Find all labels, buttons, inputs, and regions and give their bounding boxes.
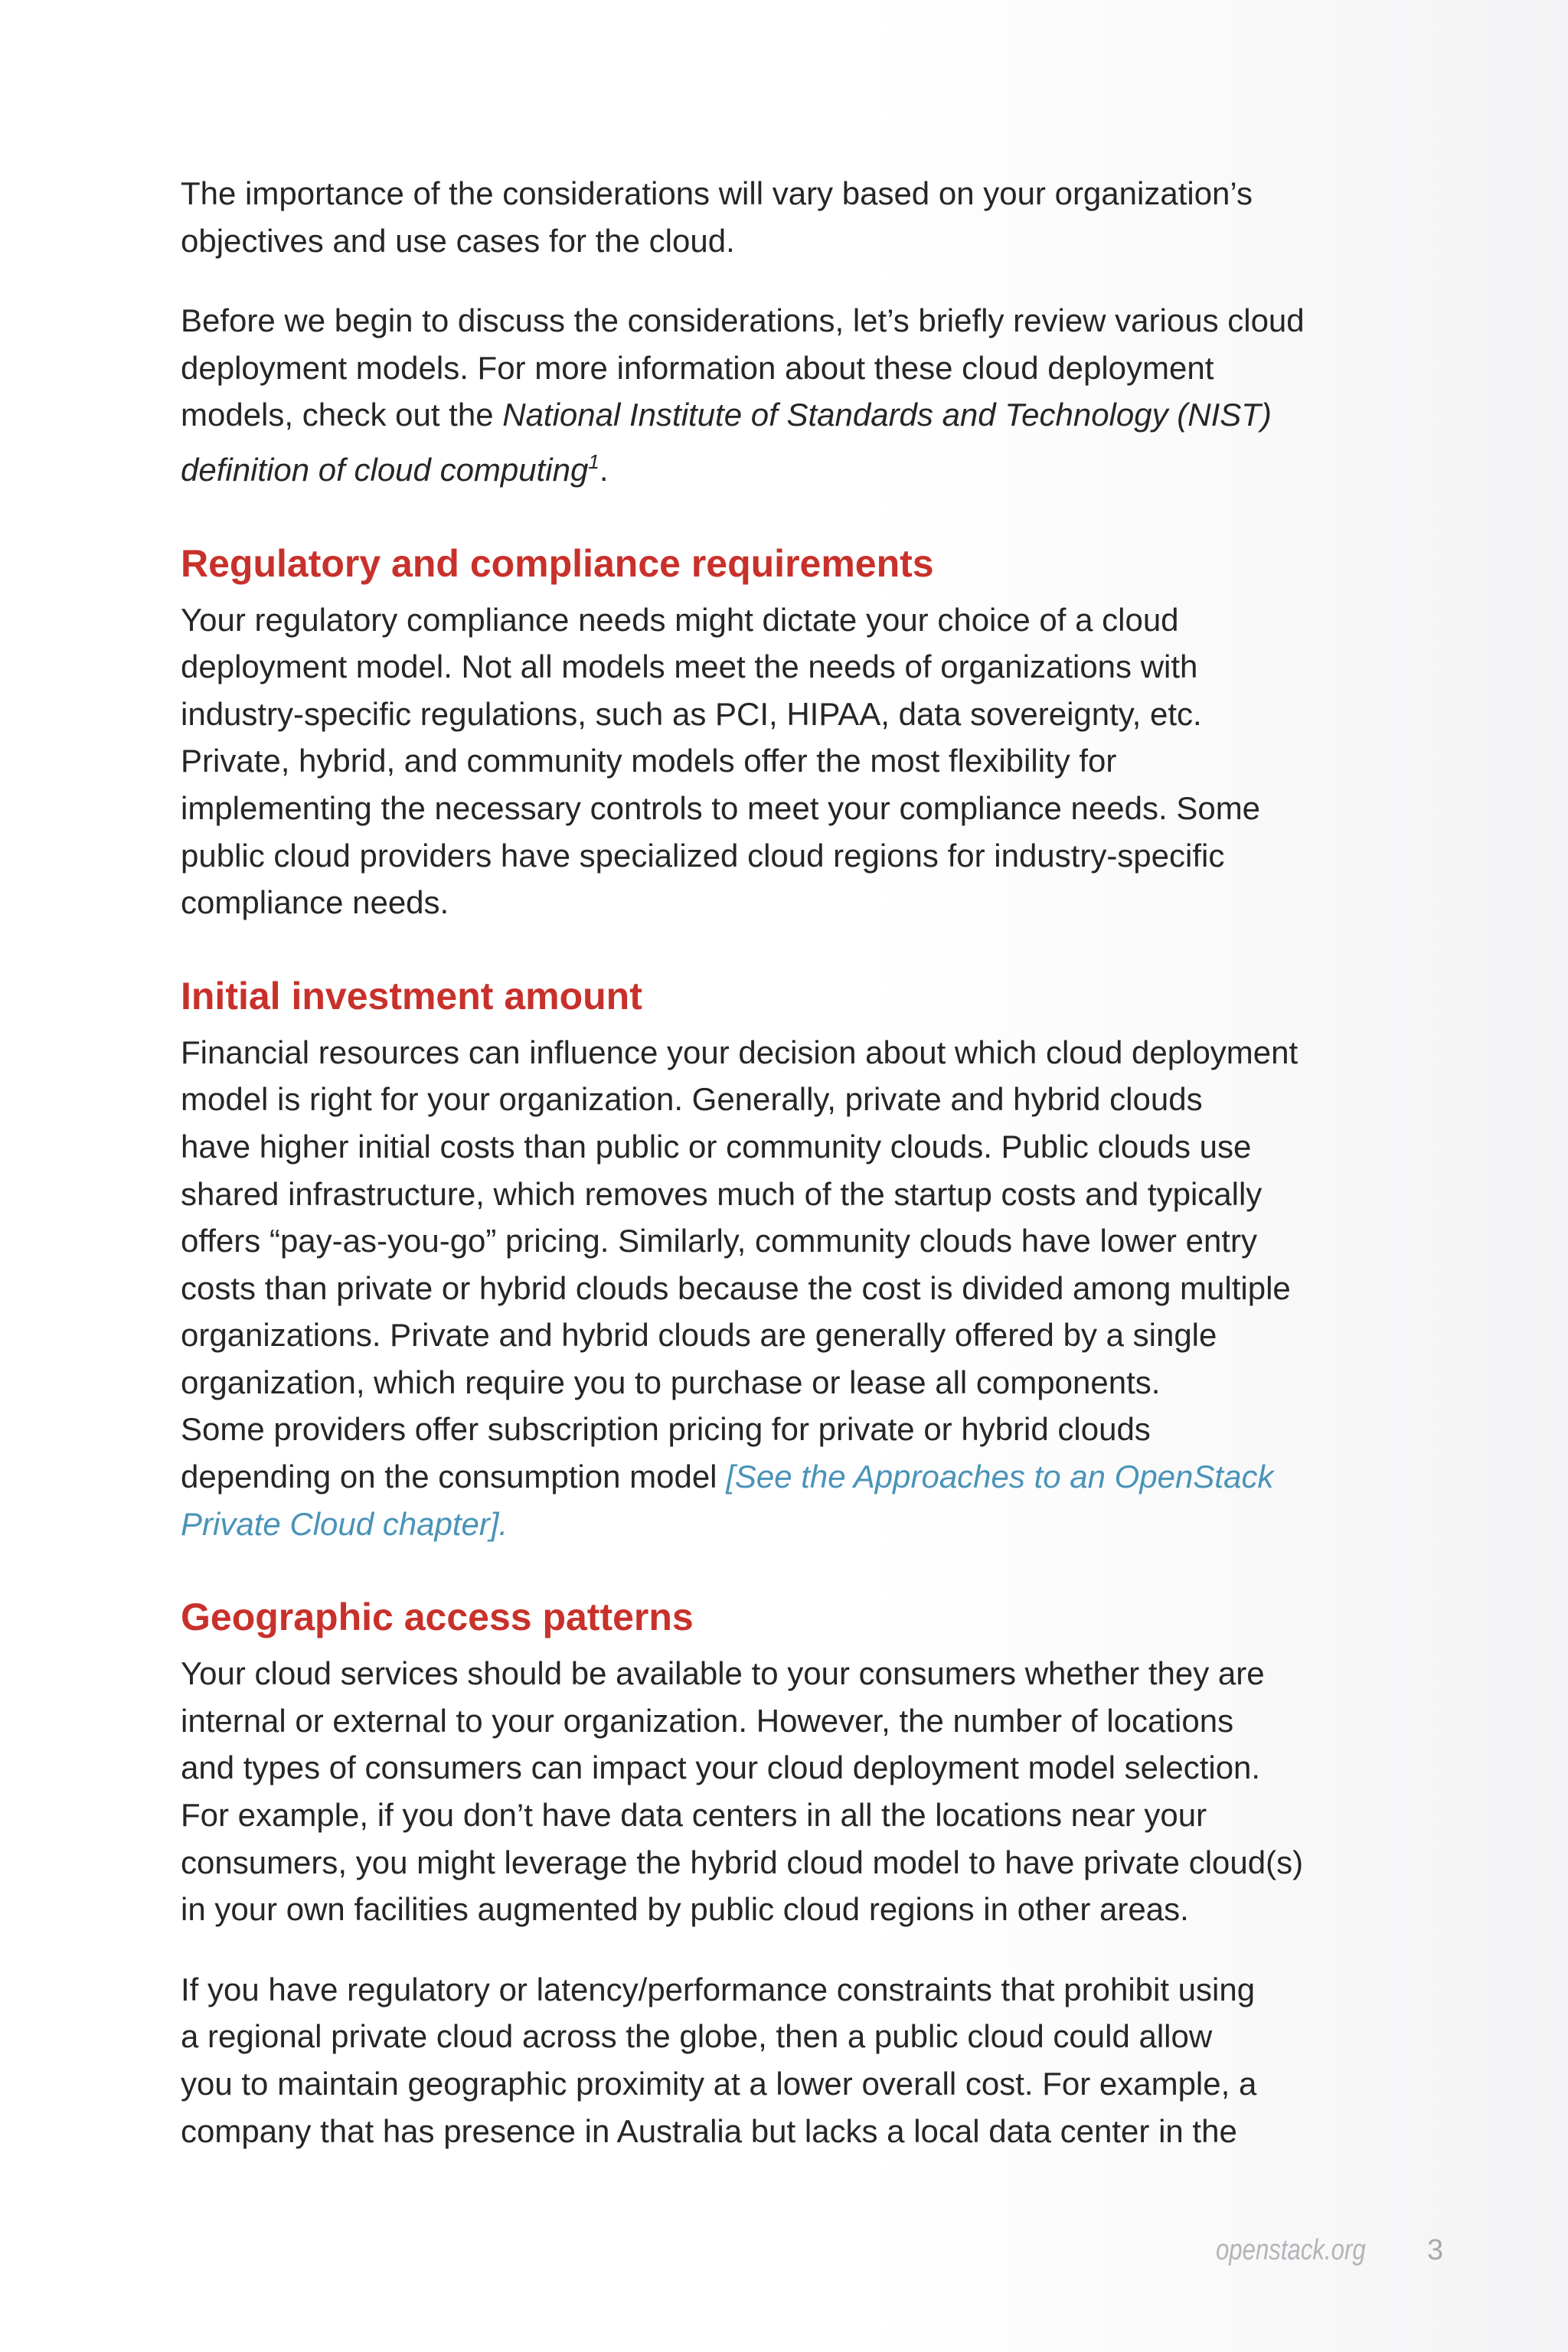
text-line: company that has presence in Australia but lacks a local data center in the [181, 2112, 1237, 2149]
text-line: compliance needs. [181, 884, 449, 921]
text-line: organizations. Private and hybrid clouds are generally offered by a single [181, 1317, 1217, 1354]
openstack-private-cloud-chapter-link-continued[interactable]: Private Cloud chapter]. [181, 1505, 508, 1542]
text-fragment: depending on the consumption model [181, 1459, 727, 1495]
text-line: Your cloud services should be available to your consumers whether they are [181, 1655, 1265, 1692]
geographic-paragraph-2 [181, 1966, 1436, 2154]
text-line: Private, hybrid, and community models offer the most flexibility for [181, 743, 1117, 779]
text-line: deployment model. Not all models meet the needs of organizations with [181, 648, 1198, 685]
text-line: a regional private cloud across the globe, then a public cloud could allow [181, 2018, 1213, 2055]
text-line: consumers, you might leverage the hybrid cloud model to have private cloud(s) [181, 1844, 1304, 1880]
footnote-reference[interactable]: 1 [588, 449, 599, 473]
document-page [181, 170, 1436, 2154]
text-line: costs than private or hybrid clouds because the cost is divided among multiple [181, 1269, 1291, 1306]
text-line: If you have regulatory or latency/performance constraints that prohibit using [181, 1971, 1256, 2007]
text-line: and types of consumers can impact your cloud deployment model selection. [181, 1749, 1261, 1786]
text-line: implementing the necessary controls to meet your compliance needs. Some [181, 789, 1261, 826]
text-line: deployment models. For more information about these cloud deployment [181, 349, 1214, 386]
text-line: in your own facilities augmented by public cloud regions in other areas. [181, 1891, 1189, 1928]
text-line: For example, if you don’t have data centers in all the locations near your [181, 1797, 1207, 1834]
openstack-private-cloud-chapter-link[interactable]: [See the Approaches to an OpenStack [726, 1459, 1274, 1495]
text-line: industry-specific regulations, such as PCI, HIPAA, data sovereignty, etc. [181, 695, 1202, 732]
section-heading-investment: Initial investment amount [181, 974, 642, 1018]
text-line: objectives and use cases for the cloud. [181, 222, 735, 259]
page-footer [1216, 2234, 1455, 2280]
text-line [181, 1453, 1436, 1501]
section-heading-regulatory: Regulatory and compliance requirements [181, 541, 934, 585]
text-line: shared infrastructure, which removes much of the startup costs and typically [181, 1175, 1263, 1212]
text-line: internal or external to your organization. However, the number of locations [181, 1702, 1234, 1739]
text-line: Before we begin to discuss the considerations, let’s briefly review various cloud [181, 302, 1305, 339]
text-fragment: models, check out the [181, 397, 503, 433]
text-line: model is right for your organization. Generally, private and hybrid clouds [181, 1081, 1203, 1118]
text-line [181, 391, 1436, 439]
nist-reference-title: National Institute of Standards and Technology (NIST) [502, 397, 1272, 433]
text-line: organization, which require you to purchase or lease all components. [181, 1364, 1161, 1400]
text-line [181, 439, 1436, 494]
nist-reference-title-continued: definition of cloud computing [181, 451, 589, 488]
section-heading-geographic: Geographic access patterns [181, 1596, 694, 1639]
investment-paragraph [181, 1029, 1436, 1548]
text-line: you to maintain geographic proximity at a lower overall cost. For example, a [181, 2066, 1257, 2102]
text-line: have higher initial costs than public or community clouds. Public clouds use [181, 1128, 1252, 1165]
footer-site-url[interactable]: openstack.org [1216, 2234, 1366, 2266]
page-number: 3 [1427, 2234, 1444, 2266]
text-line: Some providers offer subscription pricing for private or hybrid clouds [181, 1411, 1151, 1448]
geographic-paragraph-1 [181, 1650, 1436, 1933]
intro-paragraph [181, 170, 1436, 264]
text-line: The importance of the considerations will vary based on your organization’s [181, 175, 1253, 211]
text-fragment: . [599, 451, 609, 488]
text-line [181, 1501, 1436, 1548]
text-line: Your regulatory compliance needs might dictate your choice of a cloud [181, 601, 1179, 638]
deployment-models-paragraph [181, 297, 1436, 493]
text-line: offers “pay-as-you-go” pricing. Similarly, community clouds have lower entry [181, 1223, 1257, 1259]
text-line: Financial resources can influence your decision about which cloud deployment [181, 1034, 1298, 1070]
text-line: public cloud providers have specialized cloud regions for industry-specific [181, 837, 1225, 874]
regulatory-paragraph [181, 596, 1436, 926]
